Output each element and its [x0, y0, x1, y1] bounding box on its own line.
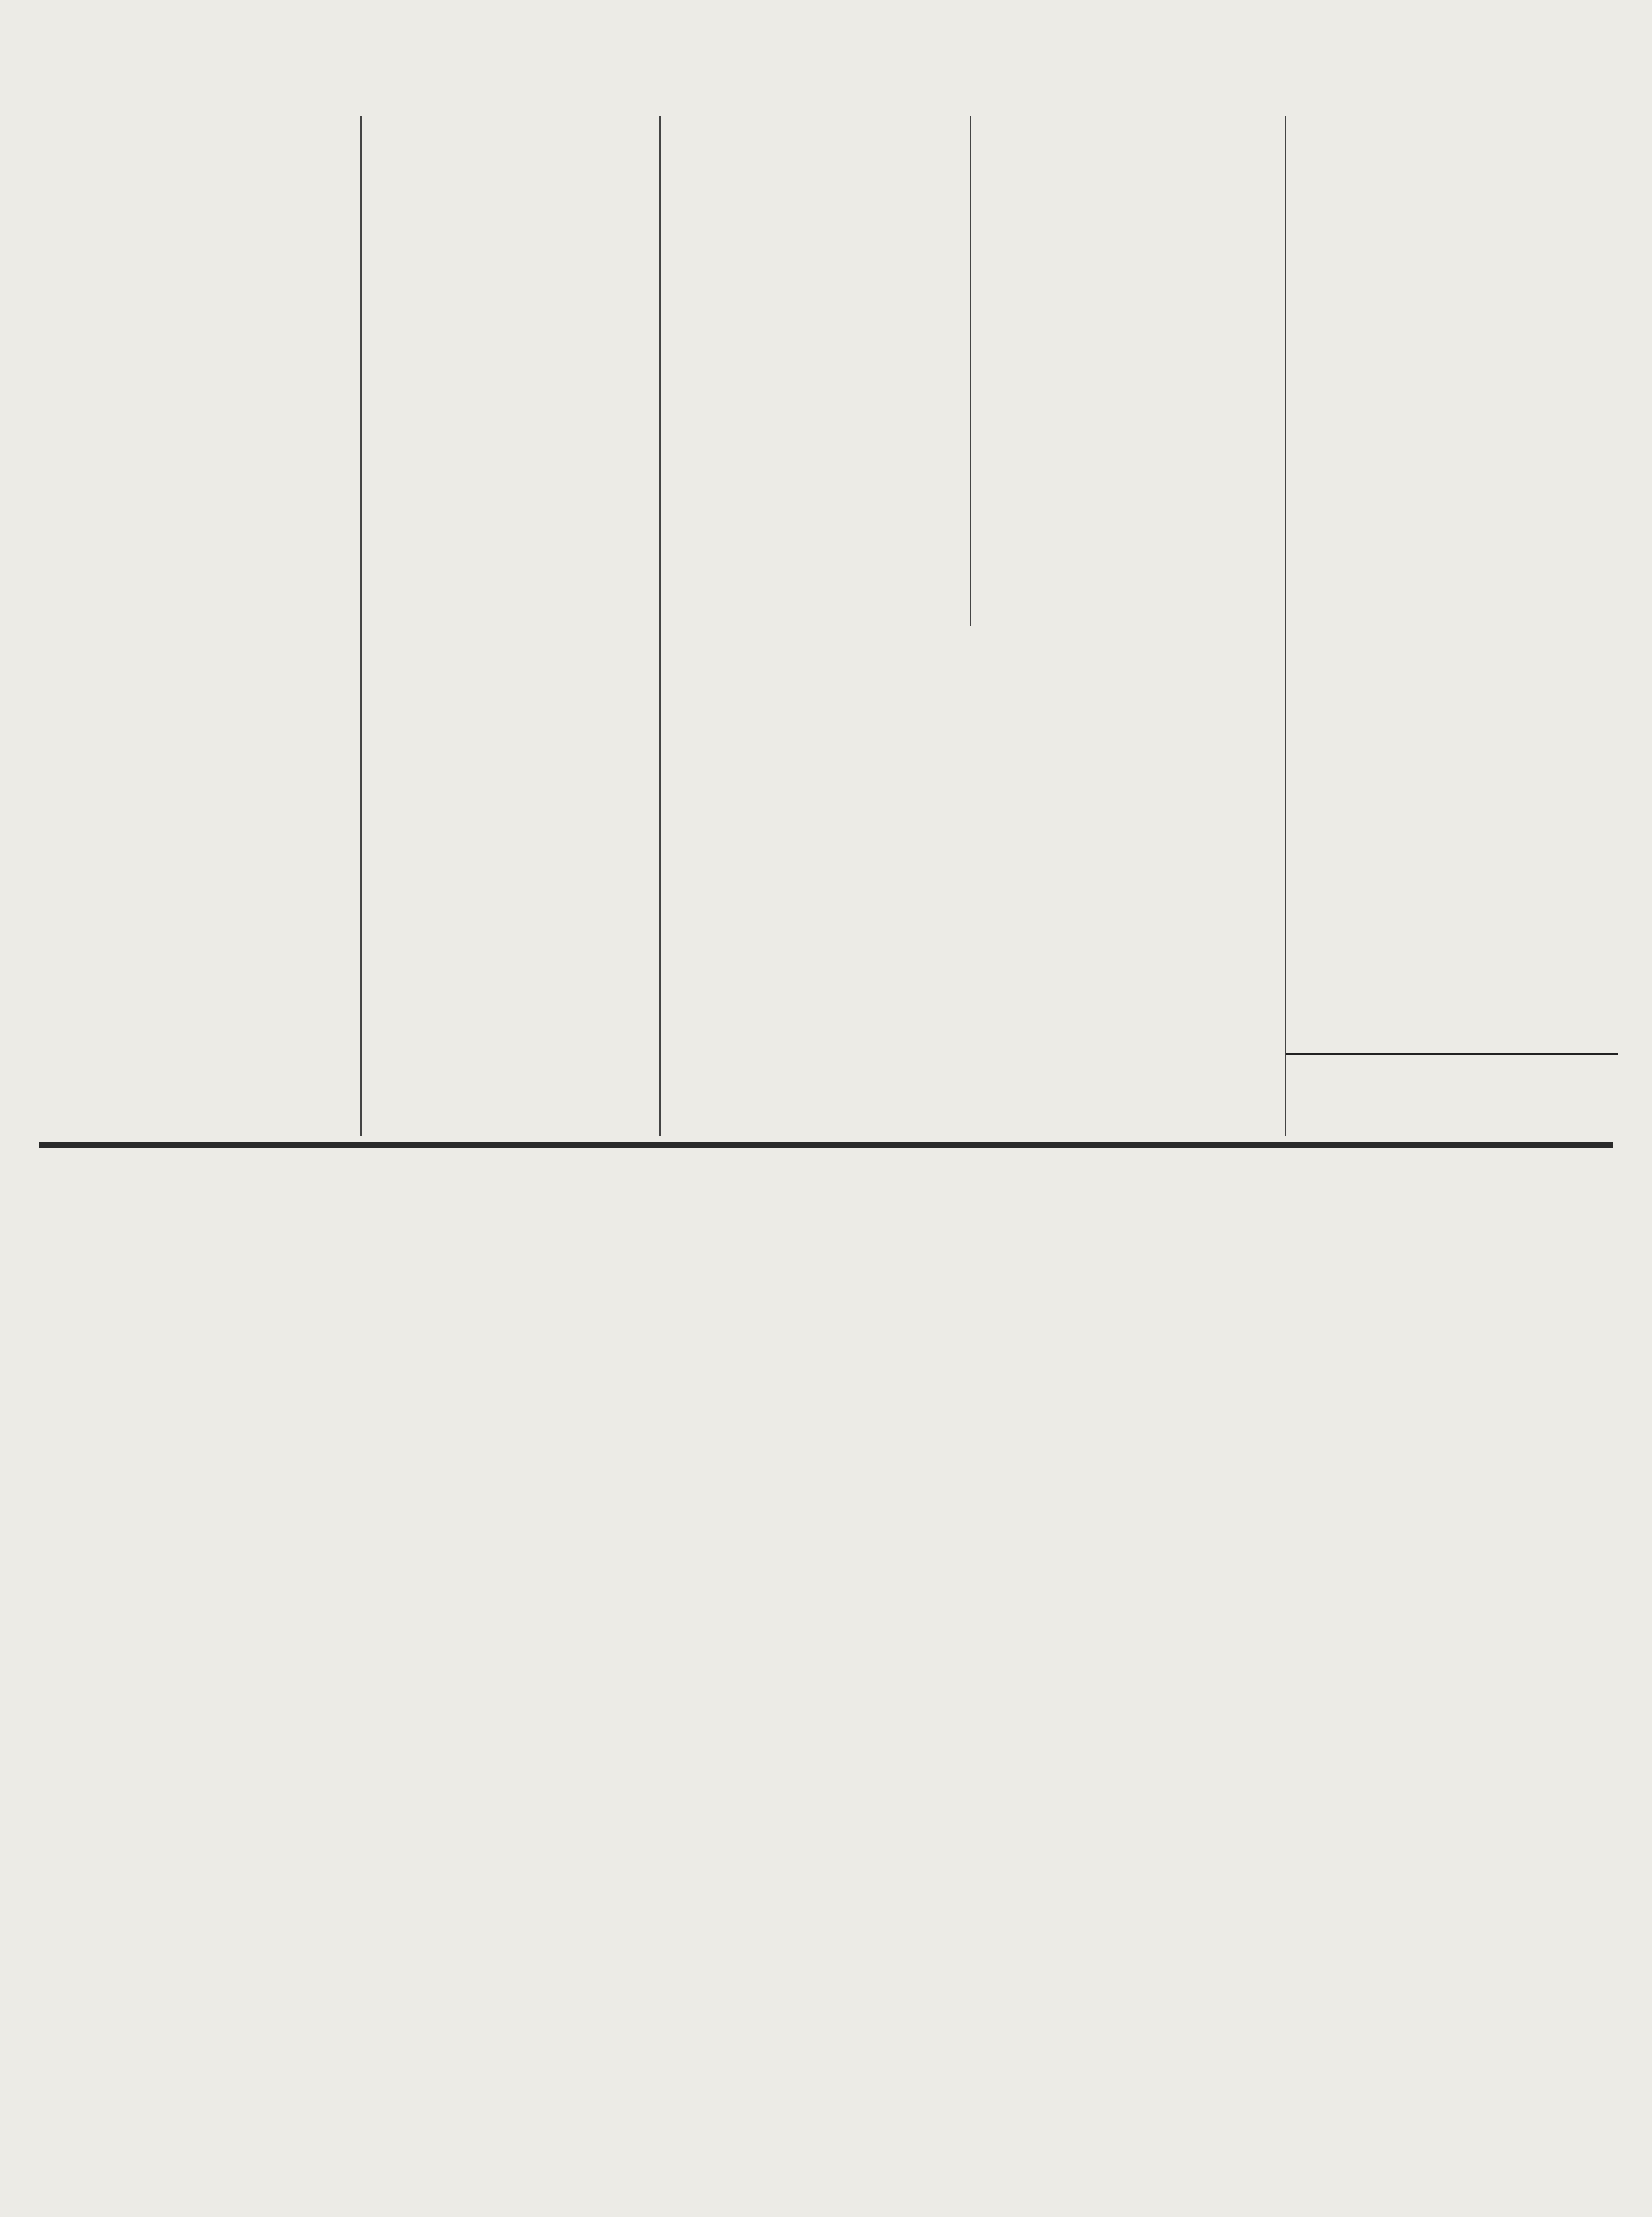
- smolensk-article-left: [668, 759, 967, 1131]
- column-rule: [659, 116, 661, 1136]
- exam-article-column-2: [668, 139, 961, 621]
- agri-industry-article: [1291, 122, 1618, 599]
- column-rule: [1285, 116, 1286, 1136]
- exam-article-column-3: [978, 139, 1277, 621]
- smolensk-article-right: [978, 759, 1277, 1131]
- charity-appeal: [1286, 1053, 1618, 1059]
- news-items-column: [39, 119, 349, 1133]
- beet-article: [1291, 643, 1618, 1048]
- column-rule: [970, 116, 971, 626]
- exam-article-column-1: [369, 139, 654, 881]
- column-rule: [360, 116, 362, 1136]
- section-divider: [39, 1142, 1613, 1148]
